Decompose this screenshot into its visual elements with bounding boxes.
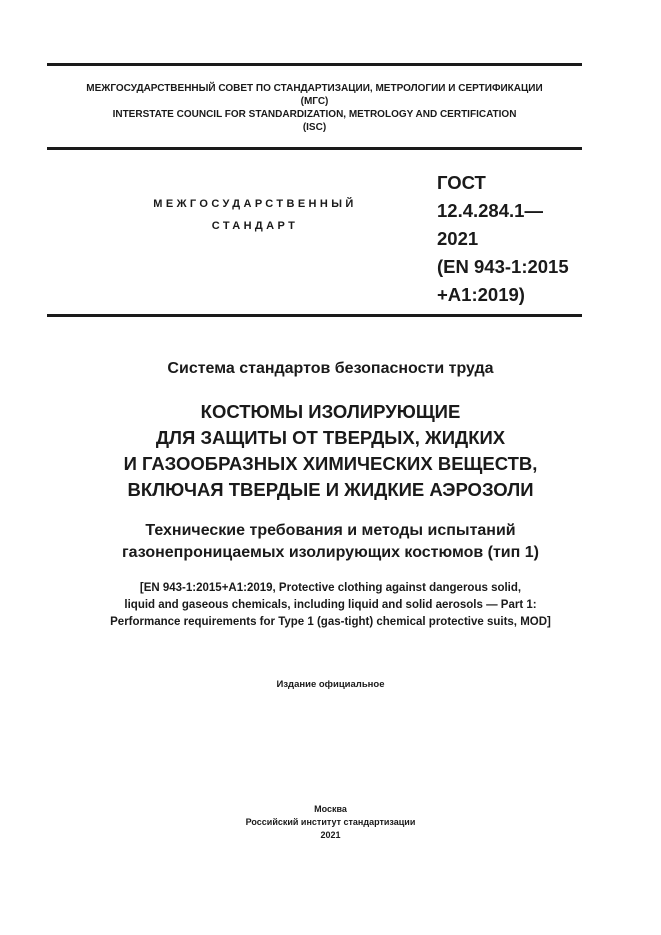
council-abbr-en: (ISC) (302, 122, 327, 133)
designation-line2: 12.4.284.1— (437, 200, 543, 221)
main-title-line1: КОСТЮМЫ ИЗОЛИРУЮЩИЕ (200, 401, 461, 422)
designation-line4: (EN 943-1:2015 (437, 256, 569, 277)
designation-line3: 2021 (437, 228, 479, 249)
council-name-ru: МЕЖГОСУДАРСТВЕННЫЙ СОВЕТ ПО СТАНДАРТИЗАЦИИ, МЕТРОЛОГИИ И СЕРТИФИКАЦИИ (86, 83, 543, 94)
standard-kind-line2: СТАНДАРТ (211, 220, 299, 232)
subtitle-line1: Технические требования и методы испытаний (145, 522, 516, 539)
main-title-line2: ДЛЯ ЗАЩИТЫ ОТ ТВЕРДЫХ, ЖИДКИХ (155, 427, 506, 448)
reference-line2: liquid and gaseous chemicals, including liquid and solid aerosols — Part 1: (124, 599, 537, 611)
main-title (0, 399, 661, 503)
standard-kind (90, 193, 420, 237)
subtitle (0, 520, 661, 564)
reference-line3: Performance requirements for Type 1 (gas-tight) chemical protective suits, MOD] (110, 616, 551, 628)
system-title: Система стандартов безопасности труда (167, 360, 494, 377)
imprint-year: 2021 (320, 830, 341, 840)
reference-line1: [EN 943-1:2015+A1:2019, Protective clothing against dangerous solid, (139, 582, 522, 594)
bottom-rule (47, 314, 582, 317)
council-abbr-ru: (МГС) (300, 96, 329, 107)
edition-label: Издание официальное (276, 679, 385, 690)
main-title-line4: ВКЛЮЧАЯ ТВЕРДЫЕ И ЖИДКИЕ АЭРОЗОЛИ (127, 479, 534, 500)
imprint-city: Москва (314, 804, 347, 814)
main-title-line3: И ГАЗООБРАЗНЫХ ХИМИЧЕСКИХ ВЕЩЕСТВ, (123, 453, 538, 474)
top-rule (47, 63, 582, 66)
imprint-publisher: Российский институт стандартизации (245, 817, 416, 827)
standard-designation (437, 169, 597, 309)
subtitle-line2: газонепроницаемых изолирующих костюмов (тип 1) (122, 544, 539, 561)
middle-rule (47, 147, 582, 150)
designation-line1: ГОСТ (437, 172, 486, 193)
en-reference (0, 580, 661, 631)
designation-line5: +A1:2019) (437, 284, 525, 305)
council-header (47, 82, 582, 134)
standard-kind-line1: МЕЖГОСУДАРСТВЕННЫЙ (153, 198, 357, 210)
imprint (0, 803, 661, 842)
council-name-en: INTERSTATE COUNCIL FOR STANDARDIZATION, METROLOGY AND CERTIFICATION (112, 109, 517, 120)
